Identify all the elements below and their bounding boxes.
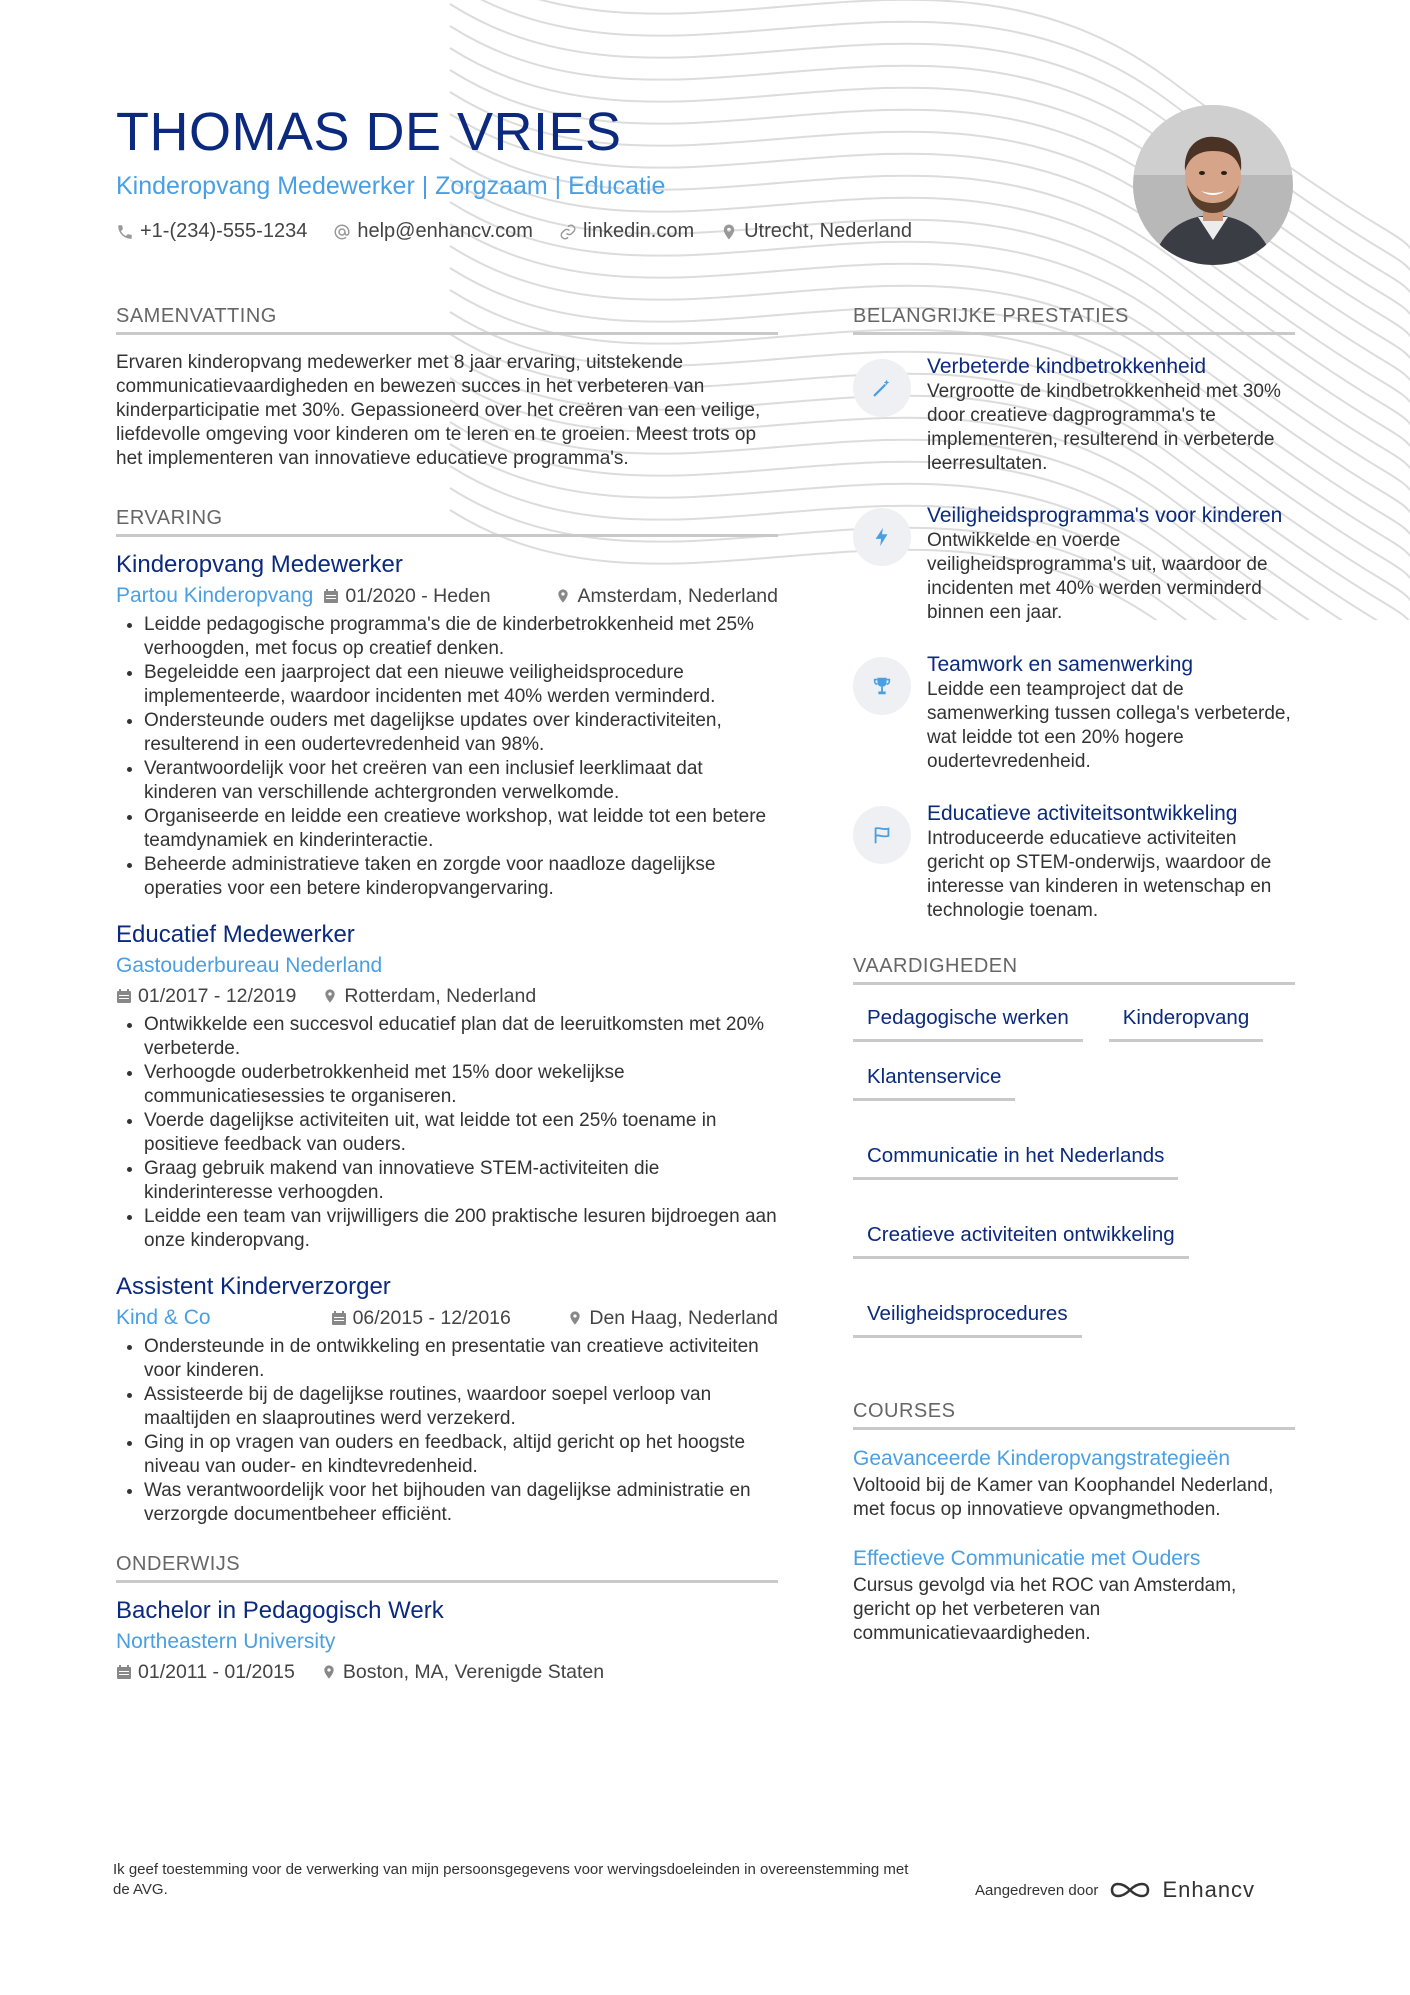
job-dates-text: 01/2017 - 12/2019 [138, 985, 297, 1007]
achievement-desc: Vergrootte de kindbetrokkenheid met 30% door creatieve dagprogramma's te implementeren, resulterend in verbeterde leerresultaten. [927, 381, 1281, 474]
job-location [322, 981, 536, 1011]
education-school-row [116, 1627, 778, 1657]
contact-email[interactable] [333, 220, 533, 243]
skill-tag: Kinderopvang [1109, 1003, 1264, 1042]
job-meta [116, 1303, 778, 1333]
education-dates [116, 1657, 295, 1687]
bullet-item: • Ging in op vragen van ouders en feedback, altijd gericht op het hoogste niveau van ouder- en kindtevredenheid. [144, 1431, 778, 1479]
experience-heading: ERVARING [116, 507, 778, 537]
job-meta-row [116, 981, 778, 1011]
course-desc: Cursus gevolgd via het ROC van Amsterdam, gericht op het verbeteren van communicatievaardigheden. [853, 1575, 1237, 1644]
contact-phone[interactable] [116, 220, 307, 243]
achievement-title: Veiligheidsprogramma's voor kinderen [927, 504, 1283, 527]
job-dates [331, 1303, 511, 1333]
degree-title: Bachelor in Pedagogisch Werk [116, 1597, 444, 1624]
job-bullets [116, 613, 778, 901]
trophy-icon [871, 675, 893, 697]
job-meta [116, 581, 778, 611]
job-dates [116, 981, 296, 1011]
achievement-icon-wrap [853, 657, 911, 715]
job-dates-text: 06/2015 - 12/2016 [352, 1307, 511, 1329]
summary-section [116, 305, 778, 471]
skill-tag: Creatieve activiteiten ontwikkeling [853, 1220, 1189, 1259]
achievement-icon-wrap [853, 508, 911, 566]
job-company: Kind & Co [116, 1306, 211, 1329]
phone-text: +1-(234)-555-1234 [140, 220, 308, 242]
bullet-item: • Leidde een team van vrijwilligers die 200 praktische lesuren bijdroegen aan onze kinderopvang. [144, 1205, 778, 1253]
achievement-desc: Introduceerde educatieve activiteiten gericht op STEM-onderwijs, waardoor de interesse van kinderen in wetenschap en technologie toenam. [927, 828, 1272, 921]
avatar [1133, 105, 1293, 265]
candidate-name: THOMAS DE VRIES [116, 102, 622, 162]
flag-icon [871, 824, 893, 846]
job-title: Assistent Kinderverzorger [116, 1273, 391, 1300]
achievement-item [853, 502, 1295, 625]
job-title: Educatief Medewerker [116, 921, 355, 948]
bullet-item: • Ontwikkelde een succesvol educatief plan dat de leeruitkomsten met 20% verbeterde. [144, 1013, 778, 1061]
achievement-title: Educatieve activiteitsontwikkeling [927, 802, 1238, 825]
phone-icon [116, 223, 134, 241]
bullet-item: • Voerde dagelijkse activiteiten uit, wat leidde tot een 25% toename in positieve feedback van ouders. [144, 1109, 778, 1157]
achievement-item [853, 800, 1295, 923]
job-dates-text: 01/2020 - Heden [345, 585, 491, 607]
consent-note: Ik geef toestemming voor de verwerking van mijn persoonsgegevens voor wervingsdoeleinden in overeenstemming met de AVG. [113, 1861, 909, 1898]
bullet-item: • Leidde pedagogische programma's die de kinderbetrokkenheid met 25% verhoogden, met focus op creatief denken. [144, 613, 778, 661]
job-location-text: Den Haag, Nederland [589, 1307, 778, 1329]
courses-section [853, 1400, 1295, 1646]
link-icon [559, 223, 577, 241]
job-location-text: Amsterdam, Nederland [577, 585, 778, 607]
location-text: Utrecht, Nederland [744, 220, 912, 242]
achievement-desc: Ontwikkelde en voerde veiligheidsprogramma's uit, waardoor de incidenten met 40% werden verminderd binnen een jaar. [927, 530, 1268, 623]
education-meta-row [116, 1657, 778, 1687]
skills-list [853, 1003, 1295, 1338]
job-bullets [116, 1013, 778, 1253]
course-item [853, 1444, 1295, 1522]
job-company: Partou Kinderopvang [116, 584, 314, 607]
summary-heading: SAMENVATTING [116, 305, 778, 335]
education-heading: ONDERWIJS [116, 1553, 778, 1583]
resume-header [116, 100, 1116, 243]
achievement-item [853, 651, 1295, 774]
bullet-item: • Organiseerde en leidde een creatieve workshop, wat leidde tot een betere teamdynamiek en kinderinteractie. [144, 805, 778, 853]
bullet-item: • Was verantwoordelijk voor het bijhouden van dagelijkse administratie en verzorgde documentbeheer efficiënt. [144, 1479, 778, 1527]
location-pin-icon [321, 1664, 337, 1680]
calendar-icon [331, 1310, 347, 1326]
course-title: Geavanceerde Kinderopvangstrategieën [853, 1447, 1231, 1470]
school-name: Northeastern University [116, 1630, 336, 1653]
location-pin-icon [567, 1310, 583, 1326]
contact-location [720, 220, 912, 243]
job-company: Gastouderbureau Nederland [116, 954, 383, 977]
bullet-item: • Verantwoordelijk voor het creëren van een inclusief leerklimaat dat kinderen van verschillende achtergronden verwelkomde. [144, 757, 778, 805]
magic-wand-icon [871, 377, 893, 399]
bullet-item: • Begeleidde een jaarproject dat een nieuwe veiligheidsprocedure implementeerde, waardoor incidenten met 40% werden verminderd. [144, 661, 778, 709]
achievement-desc: Leidde een teamproject dat de samenwerking tussen collega's verbeterde, wat leidde tot een 20% hogere oudertevredenheid. [927, 679, 1291, 772]
achievement-icon-wrap [853, 359, 911, 417]
bullet-item: • Graag gebruik makend van innovatieve STEM-activiteiten die kinderinteresse verhoogden. [144, 1157, 778, 1205]
job-entry [116, 549, 778, 901]
achievement-title: Teamwork en samenwerking [927, 653, 1194, 676]
skills-section [853, 955, 1295, 1338]
job-entry [116, 919, 778, 1253]
lightning-icon [871, 526, 893, 548]
bullet-item: • Ondersteunde in de ontwikkeling en presentatie van creatieve activiteiten voor kinderen. [144, 1335, 778, 1383]
contact-linkedin[interactable] [559, 220, 694, 243]
education-location [321, 1657, 604, 1687]
job-dates [323, 581, 490, 611]
achievement-item [853, 353, 1295, 476]
skill-tag: Klantenservice [853, 1062, 1015, 1101]
email-text: help@enhancv.com [357, 220, 533, 242]
education-location-text: Boston, MA, Verenigde Staten [342, 1661, 605, 1683]
job-meta [116, 951, 778, 981]
powered-by-label: Aangedreven door [975, 1881, 1099, 1899]
job-location-text: Rotterdam, Nederland [344, 985, 537, 1007]
skill-tag: Veiligheidsprocedures [853, 1299, 1082, 1338]
left-column [116, 305, 778, 1687]
calendar-icon [323, 588, 339, 604]
courses-heading: COURSES [853, 1400, 1295, 1430]
calendar-icon [116, 1664, 132, 1680]
location-pin-icon [555, 588, 571, 604]
job-entry [116, 1271, 778, 1527]
bullet-item: • Ondersteunde ouders met dagelijkse updates over kinderactiviteiten, resulterend in een oudertevredenheid van 98%. [144, 709, 778, 757]
achievement-title: Verbeterde kindbetrokkenheid [927, 355, 1207, 378]
location-pin-icon [322, 988, 338, 1004]
course-item [853, 1544, 1295, 1646]
location-pin-icon [720, 223, 738, 241]
experience-section [116, 507, 778, 1527]
bullet-item: • Verhoogde ouderbetrokkenheid met 15% door wekelijkse communicatiesessies te organiseren. [144, 1061, 778, 1109]
enhancv-logo-icon [1108, 1878, 1152, 1902]
linkedin-text: linkedin.com [582, 220, 695, 242]
candidate-title: Kinderopvang Medewerker | Zorgzaam | Educatie [116, 172, 666, 200]
bullet-item: • Beheerde administratieve taken en zorgde voor naadloze dagelijkse operaties voor een betere kinderopvangervaring. [144, 853, 778, 901]
skill-tag: Communicatie in het Nederlands [853, 1141, 1178, 1180]
summary-text: Ervaren kinderopvang medewerker met 8 jaar ervaring, uitstekende communicatievaardigheden en bewezen succes in het verbeteren van kinderparticipatie met 30%. Gepassioneerd over het creëren van een veilige, liefdevolle omgeving voor kinderen om te leren en te groeien. Meest trots op het implementeren van innovatieve educatieve programma's. [116, 352, 761, 469]
achievements-heading: BELANGRIJKE PRESTATIES [853, 305, 1295, 335]
job-location [567, 1303, 778, 1333]
job-bullets [116, 1335, 778, 1527]
education-dates-text: 01/2011 - 01/2015 [138, 1661, 295, 1683]
powered-by[interactable] [975, 1877, 1255, 1903]
brand-name: Enhancv [1162, 1877, 1256, 1902]
education-section [116, 1553, 778, 1687]
course-desc: Voltooid bij de Kamer van Koophandel Nederland, met focus op innovatieve opvangmethoden. [853, 1475, 1274, 1520]
at-icon [333, 223, 351, 241]
achievements-section [853, 305, 1295, 923]
calendar-icon [116, 988, 132, 1004]
job-location [555, 581, 778, 611]
job-title: Kinderopvang Medewerker [116, 551, 403, 578]
portrait-photo [1133, 105, 1293, 265]
right-column [853, 305, 1295, 1646]
contact-row [116, 220, 1116, 243]
skills-heading: VAARDIGHEDEN [853, 955, 1295, 985]
skill-tag: Pedagogische werken [853, 1003, 1083, 1042]
bullet-item: • Assisteerde bij de dagelijkse routines, waardoor soepel verloop van maaltijden en slaaproutines werd verzekerd. [144, 1383, 778, 1431]
achievement-icon-wrap [853, 806, 911, 864]
course-title: Effectieve Communicatie met Ouders [853, 1547, 1201, 1570]
